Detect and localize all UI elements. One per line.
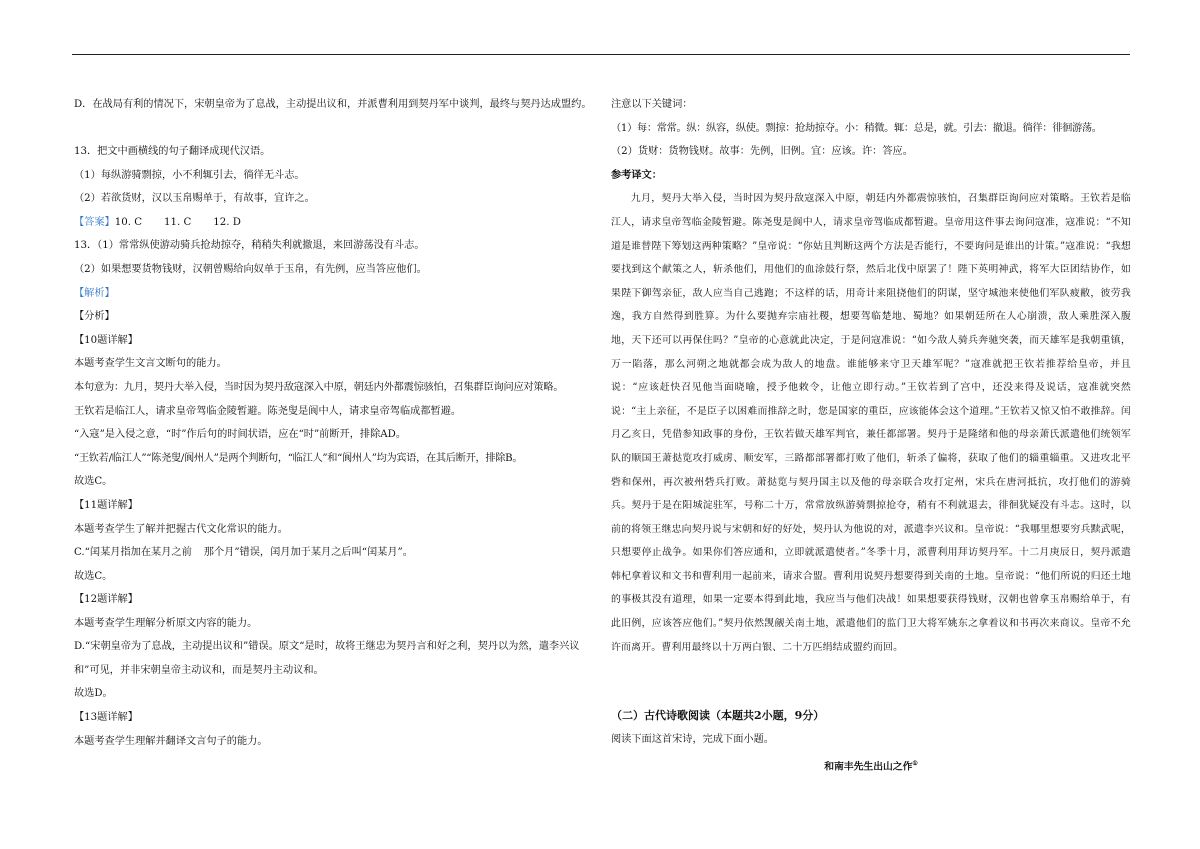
detail-12-line-1: 本题考查学生理解分析原文内容的能力。 (74, 617, 258, 629)
detail-13-line-1: 本题考查学生理解并翻译文言句子的能力。 (74, 735, 268, 747)
detail-11-heading: 【11题详解】 (74, 499, 138, 511)
detail-10-line-2: 本句意为：九月，契丹大举入侵，当时因为契丹敌寇深入中原，朝廷内外都震惊骇怕，召集群臣询问应对策略。 (74, 381, 564, 393)
detail-10-line-6: 故选C。 (74, 476, 113, 488)
detail-12-line-3: 故选D。 (74, 688, 113, 700)
left-column (74, 93, 594, 753)
answer-10: 10. C (114, 216, 142, 228)
keyword-2: （2）货财：货物钱财。故事：先例，旧例。宜：应该。许：答应。 (611, 146, 913, 158)
answer-13-2: （2）如果想要货物钱财，汉朝曾赐给向奴单于玉帛，有先例，应当答应他们。 (74, 263, 427, 275)
analysis-tag: 【解析】 (74, 287, 115, 299)
header-rule (72, 54, 1130, 55)
question-13: 13．把文中画横线的句子翻译成现代汉语。 (74, 146, 271, 157)
reference-translation-title: 参考译文： (611, 168, 662, 181)
detail-10-heading: 【10题详解】 (74, 334, 138, 346)
question-13-sentence-1: （1）每纵游骑剽掠，小不利辄引去，徜徉无斗志。 (74, 169, 305, 181)
keyword-1: （1）每：常常。纵：纵容，纵使。剽掠：抢劫掠夺。小：稍微。辄：总是，就。引去：撤退。徜徉：徘徊游荡。 (611, 122, 1102, 134)
detail-11-line-2b: 那个月”错误，闰月加于某月之后叫“闰某月”。 (203, 547, 413, 559)
detail-11-line-2a: C.“闰某月指加在某月之前 (74, 547, 192, 559)
detail-12-heading: 【12题详解】 (74, 594, 138, 606)
keyword-note: 注意以下关键词： (611, 99, 693, 110)
answer-11: 11. C (164, 216, 192, 228)
detail-13-heading: 【13题详解】 (74, 712, 138, 724)
poetry-instruction: 阅读下面这首宋诗，完成下面小题。 (611, 733, 774, 745)
detail-11-line-3: 故选C。 (74, 570, 113, 582)
detail-11-line-1: 本题考查学生了解并把握古代文化常识的能力。 (74, 523, 288, 535)
detail-11-line-2 (74, 541, 594, 565)
poem-footnote-mark: ① (912, 759, 918, 767)
answer-tag: 【答案】 (74, 216, 115, 228)
detail-10-line-1: 本题考查学生文言文断句的能力。 (74, 358, 227, 370)
question-13-sentence-2: （2）若欲货财，汉以玉帛赐单于，有故事，宜许之。 (74, 193, 315, 205)
poem-title (611, 752, 1131, 776)
translation-text: 九月，契丹大举入侵，当时因为契丹敌寇深入中原，朝廷内外都震惊骇怕，召集群臣询问应对策略。王钦若是临江人，请求皇帝驾临金陵暂避。陈尧叟是阆中人，请求皇帝驾临成都暂避。皇帝用这件事去询问寇准，寇准说：“不知道是谁替陛下筹划这两种策略？”皇帝说：“你姑且判断这两个方法是否能行，不要询问是谁出的计策。”寇准说：“我想要找到这个献策之人，斩杀他们，用他们的血涂鼓行祭，然后北伐中原罢了！陛下英明神武，将军大臣团结协作，如果陛下御驾亲征，敌人应当自己逃跑；不这样的话，用奇计来阻挠他们的阴谋，坚守城池来使他们军队疲敝，彼劳我逸，我方自然得到胜算。为什么要抛弃宗庙社稷，想要驾临楚地、蜀地？如果朝廷所在人心崩溃，敌人乘胜深入腹地，天下还可以再保住吗？”皇帝的心意就此决定，于是问寇准说：“如今敌人骑兵奔驰突袭，而天雄军是我朝重镇，万一陷落，那么河朔之地就都会成为敌人的地盘。谁能够来守卫天雄军呢？”寇准就把王钦若推荐给皇帝，并且说：“应该赶快召见他当面晓喻，授予他敕令，让他立即行动。”王钦若到了宫中，还没来得及说话，寇准就突然说：“主上亲征，不是臣子以困难而推辞之时，您是国家的重臣，应该能体会这个道理。”王钦若又惊又怕不敢推辞。闰月乙亥日，凭借参知政事的身份，王钦若做天雄军判官，兼任都部署。契丹于是隆绪和他的母亲萧氏派遣他们统领军队的顺国王萧挞览攻打威虏、顺安军，三路都部署都打败了他们，斩杀了偏将，获取了他们的辎重辎重。又进攻北平砦和保州，再次被州砦兵打败。萧挞览与契丹国主以及他的母亲联合攻打定州，宋兵在唐河抵抗，攻打他们的游骑兵。契丹于是在阳城淀驻军，号称二十万，常常放纵游骑剽掠抢夺，稍有不利就退去，徘徊犹疑没有斗志。这时，以前的将领王继忠向契丹说与宋朝和好的好处，契丹认为他说的对，派遣李兴议和。皇帝说：“我哪里想要穷兵黩武呢，只想要停止战争。如果你们答应通和，立即就派遣使者。”冬季十月，派曹利用拜访契丹军。十二月庚辰日，契丹派遣韩杞拿着议和文书和曹利用一起前来，请求合盟。曹利用说契丹想要得到关南的土地。皇帝说：“他们所说的归还土地的事极其没有道理，如果一定要本得到此地，我应当与他们决战！如果想要获得钱财，汉朝也曾拿玉帛赐给单于，有此旧例，应该答应他们。”契丹依然觊觎关南土地，派遣他们的监门卫大将军姚东之拿着议和书再次来商议。皇帝不允许而离开。曹利用最终以十万两白银、二十万匹绢结成盟约而回。 (611, 193, 1131, 653)
right-column (611, 93, 1131, 775)
detail-10-line-4: “入寇”是入侵之意，“时”作后句的时间状语，应在“时”前断开，排除AD。 (74, 429, 407, 441)
fenxi-heading: 【分析】 (74, 311, 115, 323)
detail-10-line-5: “王钦若/临江人”“陈尧叟/阆州人”是两个判断句，“临江人”和“阆州人”均为宾语，在其后断开，排除B。 (74, 452, 523, 464)
answer-line (74, 211, 594, 235)
option-d: D．在战局有利的情况下，宋朝皇帝为了息战，主动提出议和，并派曹利用到契丹军中谈判，最终与契丹达成盟约。 (74, 99, 592, 110)
detail-10-line-3: 王钦若是临江人，请求皇帝驾临金陵暂避。陈尧叟是阆中人，请求皇帝驾临成都暂避。 (74, 405, 462, 417)
section-heading-poetry: （二）古代诗歌阅读（本题共2小题，9分） (611, 709, 825, 723)
reference-translation (611, 187, 1131, 704)
answer-13-1: 13．（1）常常纵使游动骑兵抢劫掠夺，稍稍失利就撤退，来回游荡没有斗志。 (74, 240, 425, 252)
detail-12-line-2: D.“宋朝皇帝为了息战，主动提出议和”错误。原文“是时，故将王继忠为契丹言和好之利，契丹以为然，遣李兴议和”可见，并非宋朝皇帝主动议和，而是契丹主动议和。 (74, 641, 580, 677)
answer-12: 12. D (213, 216, 241, 228)
poem-title-text: 和南丰先生出山之作 (824, 760, 913, 772)
